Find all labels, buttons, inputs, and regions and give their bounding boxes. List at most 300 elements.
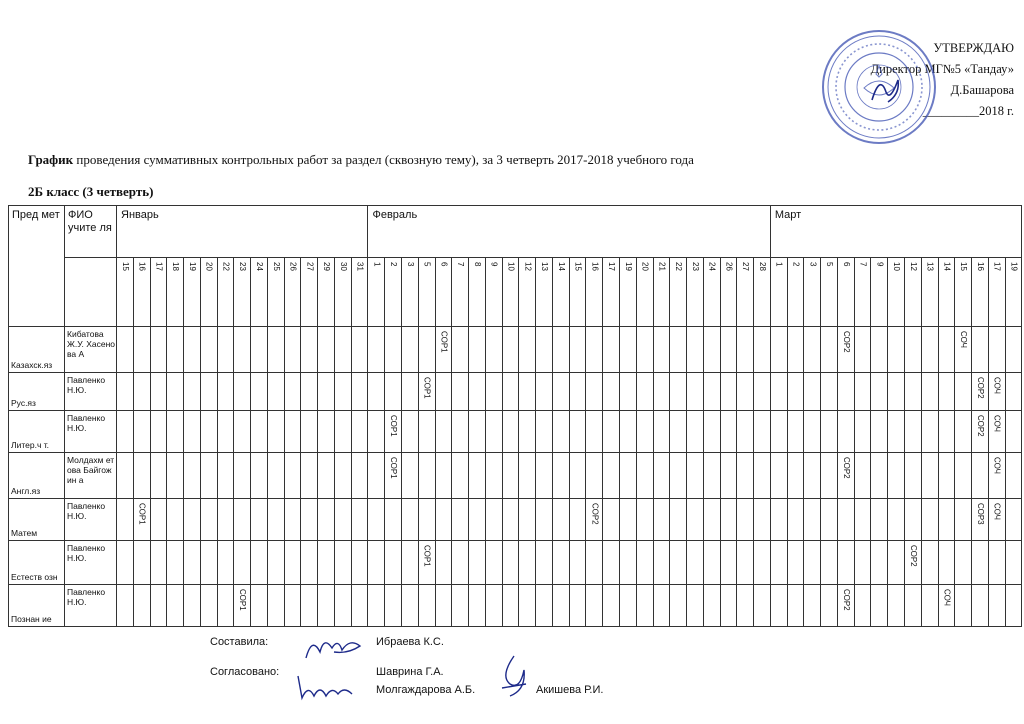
schedule-cell <box>469 327 486 373</box>
day-header-january-20 <box>200 258 217 327</box>
day-number: 1 <box>372 262 382 267</box>
day-header-march-12 <box>904 258 921 327</box>
assessment-mark: СОР2 <box>841 589 851 611</box>
day-header-march-17 <box>988 258 1005 327</box>
schedule-cell <box>200 453 217 499</box>
day-header-february-22 <box>670 258 687 327</box>
schedule-cell <box>150 327 167 373</box>
schedule-cell <box>167 453 184 499</box>
schedule-cell <box>452 541 469 585</box>
schedule-cell <box>284 411 301 453</box>
schedule-cell <box>787 499 804 541</box>
day-header-march-10 <box>888 258 905 327</box>
schedule-cell <box>854 541 871 585</box>
teacher-cell: Павленко Н.Ю. <box>65 541 117 585</box>
schedule-cell <box>904 411 921 453</box>
table-row <box>9 453 1022 499</box>
table-row <box>9 373 1022 411</box>
schedule-cell <box>368 327 385 373</box>
schedule-cell <box>251 541 268 585</box>
schedule-cell <box>603 453 620 499</box>
schedule-cell <box>737 499 754 541</box>
schedule-cell <box>871 541 888 585</box>
schedule-cell <box>536 499 553 541</box>
day-number: 17 <box>992 262 1002 271</box>
schedule-cell <box>569 327 586 373</box>
schedule-cell <box>167 499 184 541</box>
day-number: 20 <box>640 262 650 271</box>
day-header-january-24 <box>251 258 268 327</box>
schedule-cell <box>821 373 838 411</box>
subject-cell: Матем <box>9 499 65 541</box>
schedule-cell <box>770 499 787 541</box>
schedule-cell <box>787 373 804 411</box>
schedule-cell <box>334 585 351 627</box>
schedule-cell <box>267 411 284 453</box>
table-row <box>9 541 1022 585</box>
subject-cell: Литер.ч т. <box>9 411 65 453</box>
schedule-table <box>8 205 1022 627</box>
schedule-cell <box>385 453 402 499</box>
schedule-cell <box>921 411 938 453</box>
day-header-january-31 <box>351 258 368 327</box>
schedule-cell <box>251 499 268 541</box>
day-number: 15 <box>573 262 583 271</box>
day-number: 26 <box>288 262 298 271</box>
teacher-cell: Павленко Н.Ю. <box>65 499 117 541</box>
schedule-cell <box>485 453 502 499</box>
schedule-cell <box>402 453 419 499</box>
assessment-mark: СОЧ <box>992 503 1002 520</box>
schedule-cell <box>955 585 972 627</box>
schedule-cell <box>988 327 1005 373</box>
schedule-cell <box>334 453 351 499</box>
schedule-cell <box>569 453 586 499</box>
day-number: 13 <box>925 262 935 271</box>
schedule-cell <box>619 585 636 627</box>
schedule-cell <box>603 373 620 411</box>
teacher-cell: Кибатова Ж.У. Хасенова А <box>65 327 117 373</box>
schedule-cell <box>368 411 385 453</box>
assessment-mark: СОР2 <box>908 545 918 567</box>
schedule-cell <box>938 585 955 627</box>
schedule-cell <box>318 585 335 627</box>
schedule-cell <box>150 453 167 499</box>
day-header-february-26 <box>720 258 737 327</box>
day-number: 14 <box>556 262 566 271</box>
schedule-cell <box>117 327 134 373</box>
schedule-cell <box>200 411 217 453</box>
schedule-cell <box>703 453 720 499</box>
schedule-cell <box>871 411 888 453</box>
schedule-cell <box>687 453 704 499</box>
day-number: 6 <box>841 262 851 267</box>
day-header-february-20 <box>636 258 653 327</box>
schedule-cell <box>603 585 620 627</box>
schedule-cell <box>552 541 569 585</box>
schedule-cell <box>636 585 653 627</box>
schedule-cell <box>938 453 955 499</box>
assessment-mark: СОР2 <box>590 503 600 525</box>
schedule-cell <box>217 541 234 585</box>
schedule-cell <box>184 541 201 585</box>
day-header-february-14 <box>552 258 569 327</box>
schedule-cell <box>284 499 301 541</box>
schedule-cell <box>351 411 368 453</box>
schedule-cell <box>687 541 704 585</box>
schedule-cell <box>267 585 284 627</box>
schedule-cell <box>502 585 519 627</box>
day-number: 23 <box>690 262 700 271</box>
schedule-cell <box>284 373 301 411</box>
assessment-mark: СОР2 <box>975 377 985 399</box>
day-number: 22 <box>674 262 684 271</box>
schedule-cell <box>167 373 184 411</box>
schedule-cell <box>972 541 989 585</box>
day-header-february-16 <box>586 258 603 327</box>
schedule-cell <box>687 373 704 411</box>
schedule-cell <box>502 453 519 499</box>
day-number: 16 <box>975 262 985 271</box>
schedule-cell <box>536 453 553 499</box>
schedule-cell <box>670 453 687 499</box>
day-number: 12 <box>908 262 918 271</box>
teacher-cell: Павленко Н.Ю. <box>65 373 117 411</box>
schedule-cell <box>837 411 854 453</box>
schedule-cell <box>284 327 301 373</box>
schedule-cell <box>267 541 284 585</box>
day-number: 16 <box>590 262 600 271</box>
day-number: 24 <box>255 262 264 271</box>
day-number: 19 <box>187 262 197 271</box>
schedule-cell <box>301 411 318 453</box>
schedule-cell <box>301 499 318 541</box>
schedule-cell <box>804 453 821 499</box>
schedule-cell <box>703 541 720 585</box>
table-row <box>9 411 1022 453</box>
schedule-cell <box>351 499 368 541</box>
month-march: Март <box>770 206 1021 258</box>
schedule-cell <box>988 373 1005 411</box>
class-subtitle: 2Б класс (3 четверть) <box>28 184 154 199</box>
assessment-mark: СОР1 <box>137 503 147 525</box>
day-number: 27 <box>741 262 751 271</box>
schedule-cell <box>167 585 184 627</box>
table-row <box>9 499 1022 541</box>
schedule-cell <box>184 327 201 373</box>
schedule-cell <box>837 541 854 585</box>
day-number: 9 <box>489 262 499 267</box>
schedule-cell <box>871 327 888 373</box>
schedule-cell <box>670 327 687 373</box>
schedule-cell <box>117 453 134 499</box>
schedule-cell <box>904 541 921 585</box>
schedule-cell <box>904 499 921 541</box>
schedule-cell <box>904 585 921 627</box>
day-header-march-3 <box>804 258 821 327</box>
day-header-february-5 <box>418 258 435 327</box>
schedule-cell <box>385 327 402 373</box>
day-header-march-13 <box>921 258 938 327</box>
schedule-cell <box>619 327 636 373</box>
day-number: 16 <box>137 262 147 271</box>
day-number: 18 <box>171 262 181 271</box>
schedule-cell <box>888 499 905 541</box>
day-header-march-7 <box>854 258 871 327</box>
schedule-cell <box>720 373 737 411</box>
schedule-cell <box>133 453 150 499</box>
schedule-cell <box>854 327 871 373</box>
schedule-cell <box>368 373 385 411</box>
schedule-cell <box>552 585 569 627</box>
schedule-cell <box>251 585 268 627</box>
day-number: 24 <box>707 262 717 271</box>
schedule-cell <box>821 327 838 373</box>
day-header-february-21 <box>653 258 670 327</box>
schedule-cell <box>670 585 687 627</box>
schedule-cell <box>988 499 1005 541</box>
schedule-cell <box>552 373 569 411</box>
day-header-february-6 <box>435 258 452 327</box>
schedule-cell <box>418 499 435 541</box>
schedule-cell <box>402 499 419 541</box>
schedule-cell <box>754 411 771 453</box>
schedule-cell <box>318 411 335 453</box>
schedule-cell <box>318 327 335 373</box>
schedule-cell <box>737 411 754 453</box>
agreed-name-1: Шаврина Г.А. <box>376 666 444 678</box>
schedule-cell <box>904 327 921 373</box>
assessment-mark: СОР2 <box>975 415 985 437</box>
schedule-cell <box>854 585 871 627</box>
schedule-cell <box>301 327 318 373</box>
schedule-cell <box>318 453 335 499</box>
schedule-cell <box>150 411 167 453</box>
subject-cell: Казахск.яз <box>9 327 65 373</box>
schedule-cell <box>418 585 435 627</box>
schedule-cell <box>217 327 234 373</box>
agreed-name-2: Молгаждарова А.Б. <box>376 684 476 696</box>
schedule-cell <box>536 541 553 585</box>
schedule-cell <box>402 411 419 453</box>
schedule-cell <box>402 373 419 411</box>
schedule-cell <box>737 373 754 411</box>
day-header-february-7 <box>452 258 469 327</box>
schedule-cell <box>502 499 519 541</box>
schedule-cell <box>452 373 469 411</box>
day-header-january-30 <box>334 258 351 327</box>
schedule-cell <box>385 585 402 627</box>
agreed-signature-1 <box>294 670 358 704</box>
schedule-cell <box>217 373 234 411</box>
assessment-mark: СОР2 <box>841 331 851 353</box>
schedule-cell <box>318 373 335 411</box>
title-bold: График <box>28 152 74 167</box>
schedule-cell <box>133 373 150 411</box>
schedule-cell <box>184 453 201 499</box>
schedule-cell <box>485 499 502 541</box>
day-header-january-18 <box>167 258 184 327</box>
compiled-signature <box>300 632 370 666</box>
schedule-cell <box>586 541 603 585</box>
schedule-cell <box>351 327 368 373</box>
schedule-cell <box>720 411 737 453</box>
schedule-cell <box>720 585 737 627</box>
title-rest: проведения суммативных контрольных работ за раздел (сквозную тему), за 3 четверть 2017-2018 учебного года <box>73 152 694 167</box>
schedule-cell <box>133 585 150 627</box>
day-header-february-9 <box>485 258 502 327</box>
day-number: 31 <box>355 262 365 271</box>
schedule-cell <box>334 373 351 411</box>
schedule-cell <box>854 411 871 453</box>
schedule-cell <box>653 411 670 453</box>
schedule-cell <box>133 541 150 585</box>
schedule-cell <box>184 411 201 453</box>
agreed-label: Согласовано: <box>210 666 280 678</box>
schedule-cell <box>569 499 586 541</box>
schedule-cell <box>703 499 720 541</box>
schedule-cell <box>955 453 972 499</box>
schedule-cell <box>770 327 787 373</box>
approval-position: Директор МГ№5 «Тандау» <box>870 62 1014 76</box>
schedule-cell <box>133 327 150 373</box>
subject-cell: Рус.яз <box>9 373 65 411</box>
schedule-cell <box>167 541 184 585</box>
assessment-mark: СОР1 <box>238 589 248 611</box>
schedule-cell <box>921 585 938 627</box>
schedule-cell <box>351 585 368 627</box>
schedule-cell <box>1005 585 1022 627</box>
schedule-cell <box>552 499 569 541</box>
schedule-cell <box>200 327 217 373</box>
schedule-cell <box>133 411 150 453</box>
schedule-cell <box>586 411 603 453</box>
schedule-cell <box>653 541 670 585</box>
schedule-cell <box>972 453 989 499</box>
schedule-cell <box>804 411 821 453</box>
teacher-cell: Молдахм етова Байгожин а <box>65 453 117 499</box>
day-number: 30 <box>338 262 348 271</box>
schedule-cell <box>687 411 704 453</box>
schedule-cell <box>167 411 184 453</box>
schedule-cell <box>200 499 217 541</box>
schedule-cell <box>720 327 737 373</box>
schedule-cell <box>770 541 787 585</box>
subject-cell: Познан ие <box>9 585 65 627</box>
agreed-name-3: Акишева Р.И. <box>536 684 604 696</box>
schedule-cell <box>368 541 385 585</box>
schedule-cell <box>888 327 905 373</box>
schedule-cell <box>754 541 771 585</box>
schedule-cell <box>871 499 888 541</box>
schedule-cell <box>687 499 704 541</box>
schedule-cell <box>921 453 938 499</box>
schedule-cell <box>536 373 553 411</box>
day-number: 10 <box>506 262 516 271</box>
day-number: 21 <box>657 262 667 271</box>
schedule-cell <box>402 327 419 373</box>
schedule-cell <box>619 453 636 499</box>
schedule-cell <box>938 373 955 411</box>
schedule-cell <box>636 541 653 585</box>
assessment-mark: СОЧ <box>959 331 969 348</box>
schedule-cell <box>200 541 217 585</box>
schedule-cell <box>234 327 251 373</box>
schedule-cell <box>469 453 486 499</box>
day-header-february-10 <box>502 258 519 327</box>
table-row <box>9 327 1022 373</box>
schedule-cell <box>284 541 301 585</box>
schedule-cell <box>452 499 469 541</box>
schedule-cell <box>117 541 134 585</box>
schedule-cell <box>888 585 905 627</box>
day-number: 26 <box>724 262 734 271</box>
schedule-cell <box>804 373 821 411</box>
schedule-cell <box>837 499 854 541</box>
schedule-cell <box>972 585 989 627</box>
schedule-cell <box>217 585 234 627</box>
schedule-cell <box>955 411 972 453</box>
day-header-march-19 <box>1005 258 1022 327</box>
schedule-cell <box>888 411 905 453</box>
day-number: 20 <box>204 262 214 271</box>
day-number: 23 <box>238 262 248 271</box>
schedule-cell <box>117 499 134 541</box>
schedule-cell <box>988 411 1005 453</box>
schedule-cell <box>972 373 989 411</box>
day-number: 13 <box>540 262 550 271</box>
day-header-january-29 <box>318 258 335 327</box>
schedule-cell <box>804 327 821 373</box>
schedule-cell <box>904 453 921 499</box>
schedule-cell <box>821 453 838 499</box>
schedule-cell <box>770 453 787 499</box>
schedule-cell <box>234 453 251 499</box>
teacher-header-blank <box>65 258 117 327</box>
day-header-march-15 <box>955 258 972 327</box>
day-number: 29 <box>322 262 332 271</box>
schedule-cell <box>184 373 201 411</box>
day-number: 7 <box>858 262 868 267</box>
schedule-cell <box>267 499 284 541</box>
schedule-cell <box>418 411 435 453</box>
compiled-name: Ибраева К.С. <box>376 636 444 648</box>
day-number: 2 <box>389 262 399 267</box>
schedule-cell <box>251 327 268 373</box>
schedule-cell <box>452 327 469 373</box>
schedule-cell <box>854 453 871 499</box>
schedule-cell <box>670 541 687 585</box>
schedule-cell <box>770 373 787 411</box>
day-number: 6 <box>439 262 449 267</box>
schedule-cell <box>368 499 385 541</box>
assessment-mark: СОР1 <box>422 377 432 399</box>
schedule-cell <box>653 373 670 411</box>
schedule-cell <box>150 373 167 411</box>
schedule-cell <box>251 453 268 499</box>
schedule-cell <box>251 411 268 453</box>
schedule-cell <box>150 585 167 627</box>
schedule-cell <box>737 541 754 585</box>
schedule-cell <box>703 585 720 627</box>
schedule-cell <box>972 411 989 453</box>
schedule-cell <box>938 499 955 541</box>
schedule-cell <box>603 327 620 373</box>
schedule-cell <box>754 373 771 411</box>
schedule-cell <box>972 327 989 373</box>
schedule-cell <box>1005 541 1022 585</box>
day-header-january-19 <box>184 258 201 327</box>
